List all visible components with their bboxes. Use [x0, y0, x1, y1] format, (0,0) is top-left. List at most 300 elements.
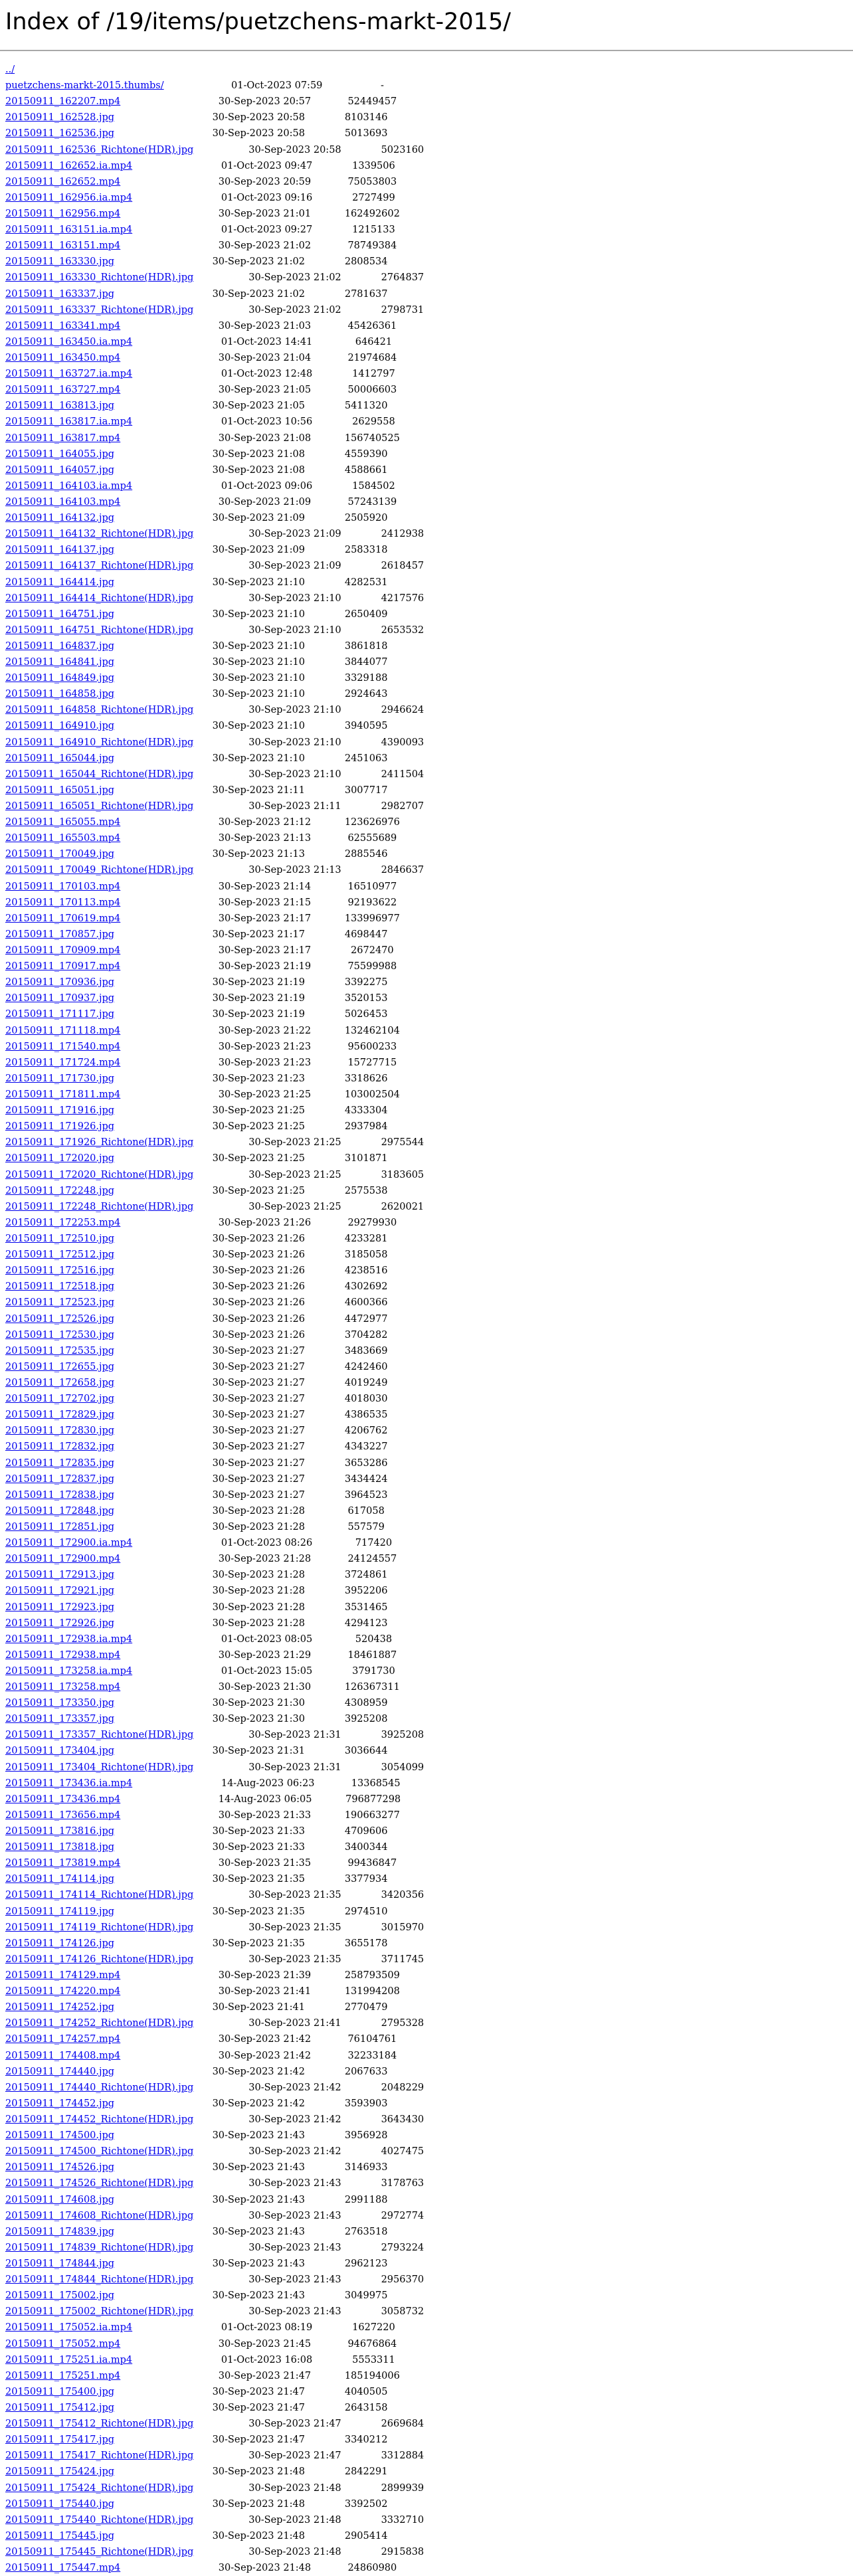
file-link[interactable]: 20150911_175447.mp4	[5, 2563, 121, 2574]
file-row	[5, 1423, 424, 1439]
file-date: 30-Sep-2023 21:27	[212, 1426, 305, 1437]
file-link[interactable]: 20150911_163450.mp4	[5, 352, 121, 363]
file-link[interactable]: 20150911_174839_Richtone(HDR).jpg	[5, 2242, 194, 2253]
file-row	[5, 1327, 424, 1343]
file-link[interactable]: 20150911_174114_Richtone(HDR).jpg	[5, 1890, 194, 1901]
file-date: 30-Sep-2023 21:48	[212, 2466, 305, 2478]
file-size: 5023160	[381, 144, 425, 155]
file-link[interactable]: 20150911_172938.mp4	[5, 1649, 121, 1661]
file-date: 30-Sep-2023 21:10	[212, 657, 305, 668]
file-link[interactable]: 20150911_164849.jpg	[5, 673, 115, 684]
file-link[interactable]: 20150911_164137_Richtone(HDR).jpg	[5, 561, 194, 572]
file-date: 30-Sep-2023 21:33	[218, 1809, 312, 1821]
file-link[interactable]: 20150911_172837.jpg	[5, 1473, 115, 1485]
file-row	[5, 591, 424, 606]
file-link[interactable]: 20150911_170049_Richtone(HDR).jpg	[5, 865, 194, 876]
file-row	[5, 1871, 424, 1887]
file-row	[5, 879, 424, 895]
file-row	[5, 1231, 424, 1247]
file-link[interactable]: 20150911_175251.mp4	[5, 2370, 121, 2381]
file-row	[5, 2272, 424, 2288]
file-link[interactable]: 20150911_172248.jpg	[5, 1185, 115, 1196]
file-link[interactable]: 20150911_163337_Richtone(HDR).jpg	[5, 304, 194, 316]
file-link[interactable]: 20150911_172829.jpg	[5, 1410, 115, 1421]
file-size: 3332710	[381, 2514, 425, 2526]
file-row	[5, 286, 424, 302]
file-link[interactable]: 20150911_172926.jpg	[5, 1617, 115, 1629]
file-link[interactable]: 20150911_162207.mp4	[5, 96, 121, 108]
file-link[interactable]: 20150911_163341.mp4	[5, 320, 121, 331]
file-link[interactable]: 20150911_173258.ia.mp4	[5, 1665, 133, 1677]
file-date: 30-Sep-2023 21:09	[212, 545, 305, 556]
file-row	[5, 414, 424, 430]
file-date: 30-Sep-2023 20:58	[212, 112, 305, 124]
file-date: 30-Sep-2023 20:58	[248, 144, 341, 155]
file-link[interactable]: 20150911_164103.mp4	[5, 496, 121, 507]
file-date: 30-Sep-2023 21:12	[218, 817, 312, 828]
file-date: 14-Aug-2023 06:23	[221, 1778, 315, 1789]
file-date: 30-Sep-2023 21:10	[248, 769, 341, 780]
file-link[interactable]: 20150911_170619.mp4	[5, 913, 121, 924]
file-size: 78749384	[347, 240, 397, 252]
file-link[interactable]: 20150911_173404.jpg	[5, 1746, 115, 1757]
file-row	[5, 702, 424, 718]
file-link[interactable]: 20150911_171117.jpg	[5, 1009, 115, 1020]
file-link[interactable]: 20150911_164057.jpg	[5, 464, 115, 476]
file-link[interactable]: 20150911_163337.jpg	[5, 288, 115, 300]
file-size: 3531465	[344, 1602, 388, 1613]
file-date: 30-Sep-2023 21:31	[212, 1746, 305, 1757]
file-size: 717420	[355, 1538, 393, 1549]
file-size: 3593903	[344, 2098, 388, 2109]
file-link[interactable]: 20150911_164858_Richtone(HDR).jpg	[5, 705, 194, 716]
file-size: 3420356	[381, 1890, 425, 1901]
file-size: 3861818	[344, 640, 388, 652]
file-date: 30-Sep-2023 21:28	[212, 1570, 305, 1581]
file-size: 3653286	[344, 1457, 388, 1469]
file-link[interactable]: 20150911_163727.mp4	[5, 385, 121, 396]
file-link[interactable]: 20150911_165055.mp4	[5, 817, 121, 828]
file-link[interactable]: 20150911_175002_Richtone(HDR).jpg	[5, 2306, 194, 2318]
file-link[interactable]: 20150911_173350.jpg	[5, 1698, 115, 1709]
file-date: 30-Sep-2023 21:03	[218, 320, 312, 331]
file-row	[5, 2048, 424, 2064]
file-row	[5, 2464, 424, 2480]
file-date: 30-Sep-2023 21:26	[212, 1249, 305, 1261]
file-size: 2643158	[344, 2402, 388, 2413]
file-link[interactable]: 20150911_165051_Richtone(HDR).jpg	[5, 801, 194, 812]
file-date: 30-Sep-2023 21:43	[248, 2242, 341, 2253]
file-row	[5, 1647, 424, 1663]
file-row	[5, 1615, 424, 1631]
file-size: 3146933	[344, 2162, 388, 2173]
file-link[interactable]: 20150911_162652.ia.mp4	[5, 160, 133, 171]
file-row	[5, 2400, 424, 2416]
file-link[interactable]: 20150911_164751_Richtone(HDR).jpg	[5, 624, 194, 636]
file-link[interactable]: 20150911_175052.ia.mp4	[5, 2322, 133, 2334]
file-link[interactable]: 20150911_174126.jpg	[5, 1938, 115, 1949]
file-link[interactable]: 20150911_175440_Richtone(HDR).jpg	[5, 2514, 194, 2526]
file-link[interactable]: 20150911_172923.jpg	[5, 1602, 115, 1613]
file-row	[5, 1999, 424, 2015]
file-link[interactable]: 20150911_172900.mp4	[5, 1554, 121, 1565]
file-link[interactable]: 20150911_172938.ia.mp4	[5, 1633, 133, 1645]
file-size: 99436847	[347, 1858, 397, 1869]
file-date: 30-Sep-2023 21:14	[218, 881, 312, 892]
file-link[interactable]: 20150911_173404_Richtone(HDR).jpg	[5, 1762, 194, 1773]
file-date: 30-Sep-2023 21:48	[248, 2482, 341, 2494]
file-link[interactable]: 20150911_172253.mp4	[5, 1217, 121, 1228]
file-link[interactable]: 20150911_172900.ia.mp4	[5, 1538, 133, 1549]
file-date: 30-Sep-2023 21:41	[248, 2018, 341, 2029]
file-link[interactable]: 20150911_171724.mp4	[5, 1057, 121, 1068]
file-link[interactable]: 20150911_163151.mp4	[5, 240, 121, 252]
file-date: 01-Oct-2023 14:41	[221, 336, 313, 347]
file-link[interactable]: 20150911_172518.jpg	[5, 1281, 115, 1293]
file-row	[5, 270, 424, 286]
file-row	[5, 895, 424, 911]
file-size: 1339506	[352, 160, 395, 171]
file-link[interactable]: 20150911_175412.jpg	[5, 2402, 115, 2413]
file-link[interactable]: puetzchens-markt-2015.thumbs/	[5, 80, 164, 92]
file-date: 30-Sep-2023 21:26	[212, 1281, 305, 1293]
file-size: 3178763	[381, 2178, 425, 2189]
file-link[interactable]: 20150911_174608_Richtone(HDR).jpg	[5, 2210, 194, 2221]
file-size: 29279930	[347, 1217, 397, 1228]
file-link[interactable]: 20150911_172658.jpg	[5, 1377, 115, 1388]
file-row	[5, 1551, 424, 1567]
file-link[interactable]: 20150911_171730.jpg	[5, 1073, 115, 1084]
file-date: 14-Aug-2023 06:05	[218, 1794, 312, 1805]
file-row	[5, 510, 424, 526]
file-date: 30-Sep-2023 21:43	[248, 2274, 341, 2286]
file-date: 30-Sep-2023 21:47	[212, 2402, 305, 2413]
file-date: 30-Sep-2023 21:19	[212, 977, 305, 988]
file-link[interactable]: 20150911_175251.ia.mp4	[5, 2354, 133, 2365]
file-row	[5, 1006, 424, 1022]
file-link[interactable]: 20150911_175417.jpg	[5, 2435, 115, 2446]
file-date: 01-Oct-2023 16:08	[221, 2354, 313, 2365]
file-date: 30-Sep-2023 21:27	[212, 1410, 305, 1421]
file-row	[5, 254, 424, 270]
file-link[interactable]: 20150911_175440.jpg	[5, 2498, 115, 2510]
file-size: 16510977	[347, 881, 397, 892]
file-link[interactable]: 20150911_162536_Richtone(HDR).jpg	[5, 144, 194, 155]
file-date: 30-Sep-2023 21:05	[212, 401, 305, 412]
file-date: 30-Sep-2023 21:27	[212, 1377, 305, 1388]
file-link[interactable]: 20150911_172921.jpg	[5, 1586, 115, 1597]
file-row	[5, 638, 424, 654]
file-date: 30-Sep-2023 21:43	[248, 2178, 341, 2189]
file-row	[5, 1743, 424, 1759]
file-row	[5, 670, 424, 686]
file-size: 520438	[355, 1633, 393, 1645]
file-link[interactable]: 20150911_175400.jpg	[5, 2386, 115, 2397]
file-link[interactable]: 20150911_175445.jpg	[5, 2530, 115, 2541]
file-size: 2067633	[344, 2066, 388, 2077]
file-date: 30-Sep-2023 21:35	[248, 1922, 341, 1933]
file-link[interactable]: 20150911_173656.mp4	[5, 1809, 121, 1821]
file-size: 4294123	[344, 1617, 388, 1629]
file-link[interactable]: 20150911_174844.jpg	[5, 2258, 115, 2269]
file-link[interactable]: 20150911_165051.jpg	[5, 784, 115, 796]
file-link[interactable]: 20150911_174526_Richtone(HDR).jpg	[5, 2178, 194, 2189]
file-link[interactable]: 20150911_175445_Richtone(HDR).jpg	[5, 2546, 194, 2557]
file-link[interactable]: 20150911_170936.jpg	[5, 977, 115, 988]
file-link[interactable]: 20150911_170113.mp4	[5, 897, 121, 908]
file-link[interactable]: 20150911_172838.jpg	[5, 1489, 115, 1501]
file-date: 01-Oct-2023 12:48	[221, 369, 313, 380]
file-date: 30-Sep-2023 21:48	[212, 2530, 305, 2541]
file-link[interactable]: 20150911_162956.mp4	[5, 208, 121, 219]
file-link[interactable]: 20150911_171926_Richtone(HDR).jpg	[5, 1137, 194, 1149]
file-link[interactable]: 20150911_165044_Richtone(HDR).jpg	[5, 769, 194, 780]
file-row	[5, 238, 424, 254]
file-link[interactable]: 20150911_175417_Richtone(HDR).jpg	[5, 2450, 194, 2462]
file-link[interactable]: 20150911_175052.mp4	[5, 2338, 121, 2349]
file-link[interactable]: 20150911_174119.jpg	[5, 1906, 115, 1917]
file-link[interactable]: 20150911_175424_Richtone(HDR).jpg	[5, 2482, 194, 2494]
file-link[interactable]: 20150911_172535.jpg	[5, 1345, 115, 1356]
file-row	[5, 1295, 424, 1311]
file-link[interactable]: 20150911_162536.jpg	[5, 128, 115, 139]
file-link[interactable]: 20150911_172523.jpg	[5, 1297, 115, 1309]
file-date: 30-Sep-2023 21:02	[212, 256, 305, 268]
file-link[interactable]: 20150911_164137.jpg	[5, 545, 115, 556]
file-link[interactable]: 20150911_174119_Richtone(HDR).jpg	[5, 1922, 194, 1933]
file-size: 4386535	[344, 1410, 388, 1421]
file-row	[5, 575, 424, 591]
file-link[interactable]: 20150911_170049.jpg	[5, 849, 115, 860]
file-size: 3925208	[344, 1714, 388, 1725]
file-size: 4343227	[344, 1441, 388, 1453]
file-size: 131994208	[344, 1986, 400, 1997]
file-link[interactable]: 20150911_171118.mp4	[5, 1025, 121, 1036]
file-row	[5, 190, 424, 206]
file-link[interactable]: 20150911_164103.ia.mp4	[5, 480, 133, 492]
file-size: 32233184	[347, 2050, 397, 2061]
file-size: 123626976	[344, 817, 400, 828]
file-link[interactable]: 20150911_164132_Richtone(HDR).jpg	[5, 529, 194, 540]
file-link[interactable]: 20150911_164841.jpg	[5, 657, 115, 668]
file-row	[5, 846, 424, 862]
file-link[interactable]: 20150911_170103.mp4	[5, 881, 121, 892]
file-size: 3791730	[352, 1665, 395, 1677]
file-link[interactable]: 20150911_174500.jpg	[5, 2130, 115, 2142]
file-link[interactable]: 20150911_174440.jpg	[5, 2066, 115, 2077]
file-size: 4282531	[344, 577, 388, 588]
file-size: 13368545	[351, 1778, 401, 1789]
file-size: 3340212	[344, 2435, 388, 2446]
file-link[interactable]: 20150911_175412_Richtone(HDR).jpg	[5, 2419, 194, 2430]
file-link[interactable]: 20150911_164910.jpg	[5, 721, 115, 732]
file-size: 3101871	[344, 1153, 388, 1164]
file-link[interactable]: 20150911_172020.jpg	[5, 1153, 115, 1164]
file-link[interactable]: 20150911_165044.jpg	[5, 753, 115, 764]
file-link[interactable]: 20150911_175002.jpg	[5, 2290, 115, 2302]
file-link[interactable]: 20150911_174452_Richtone(HDR).jpg	[5, 2114, 194, 2125]
file-link[interactable]: 20150911_174608.jpg	[5, 2194, 115, 2205]
file-link[interactable]: 20150911_172832.jpg	[5, 1441, 115, 1453]
file-link[interactable]: 20150911_170909.mp4	[5, 945, 121, 957]
file-link[interactable]: 20150911_171540.mp4	[5, 1041, 121, 1052]
file-size: 4472977	[344, 1313, 388, 1325]
file-link[interactable]: 20150911_174500_Richtone(HDR).jpg	[5, 2146, 194, 2158]
file-row	[5, 862, 424, 878]
file-date: 30-Sep-2023 21:10	[248, 624, 341, 636]
file-date: 30-Sep-2023 21:31	[248, 1762, 341, 1773]
file-row	[5, 94, 424, 110]
file-size: 2770479	[344, 2002, 388, 2013]
file-link[interactable]: 20150911_163330.jpg	[5, 256, 115, 268]
file-link[interactable]: 20150911_174126_Richtone(HDR).jpg	[5, 1954, 194, 1965]
file-link[interactable]: 20150911_170937.jpg	[5, 993, 115, 1004]
file-link[interactable]: 20150911_173818.jpg	[5, 1842, 115, 1853]
file-link[interactable]: 20150911_172655.jpg	[5, 1361, 115, 1372]
file-size: 2653532	[381, 624, 425, 636]
file-row	[5, 1920, 424, 1936]
file-link[interactable]: 20150911_164751.jpg	[5, 608, 115, 620]
file-link[interactable]: 20150911_163151.ia.mp4	[5, 225, 133, 236]
file-link[interactable]: 20150911_174408.mp4	[5, 2050, 121, 2061]
file-link[interactable]: 20150911_172913.jpg	[5, 1570, 115, 1581]
file-link[interactable]: 20150911_172526.jpg	[5, 1313, 115, 1325]
file-row	[5, 62, 424, 78]
file-link[interactable]: 20150911_173436.ia.mp4	[5, 1778, 133, 1789]
file-link[interactable]: 20150911_172248_Richtone(HDR).jpg	[5, 1201, 194, 1212]
file-date: 30-Sep-2023 21:11	[248, 801, 341, 812]
file-link[interactable]: 20150911_163817.mp4	[5, 432, 121, 444]
file-link[interactable]: 20150911_173436.mp4	[5, 1794, 121, 1805]
file-link[interactable]: 20150911_164055.jpg	[5, 448, 115, 460]
file-row	[5, 718, 424, 734]
file-date: 01-Oct-2023 08:26	[221, 1538, 313, 1549]
file-row	[5, 1359, 424, 1375]
file-row	[5, 142, 424, 158]
file-link[interactable]: 20150911_172702.jpg	[5, 1394, 115, 1405]
file-date: 30-Sep-2023 21:35	[212, 1874, 305, 1885]
file-link[interactable]: 20150911_164132.jpg	[5, 513, 115, 524]
file-row	[5, 1855, 424, 1871]
file-size: 18461887	[347, 1649, 397, 1661]
file-size: 2620021	[381, 1201, 425, 1212]
file-row	[5, 1760, 424, 1776]
file-row	[5, 158, 424, 174]
file-row	[5, 1600, 424, 1615]
file-link[interactable]: 20150911_162528.jpg	[5, 112, 115, 124]
file-size: 1215133	[352, 225, 395, 236]
file-link[interactable]: 20150911_174526.jpg	[5, 2162, 115, 2173]
file-link[interactable]: 20150911_164910_Richtone(HDR).jpg	[5, 737, 194, 748]
file-link[interactable]: 20150911_174252.jpg	[5, 2002, 115, 2013]
file-link[interactable]: 20150911_170857.jpg	[5, 929, 115, 940]
file-link[interactable]: 20150911_174252_Richtone(HDR).jpg	[5, 2018, 194, 2029]
file-link[interactable]: 20150911_175424.jpg	[5, 2466, 115, 2478]
file-link[interactable]: 20150911_163727.ia.mp4	[5, 369, 133, 380]
file-row	[5, 974, 424, 990]
file-row	[5, 1071, 424, 1087]
file-link[interactable]: 20150911_162652.mp4	[5, 176, 121, 187]
file-size: 4559390	[344, 448, 388, 460]
file-row	[5, 1776, 424, 1792]
file-link[interactable]: 20150911_172848.jpg	[5, 1505, 115, 1517]
file-link[interactable]: 20150911_170917.mp4	[5, 961, 121, 972]
file-row	[5, 1936, 424, 1952]
file-link[interactable]: 20150911_172830.jpg	[5, 1426, 115, 1437]
file-row	[5, 1279, 424, 1295]
file-link[interactable]: 20150911_163817.ia.mp4	[5, 416, 133, 428]
file-link[interactable]: 20150911_172510.jpg	[5, 1233, 115, 1244]
file-row	[5, 1792, 424, 1807]
file-size: 2798731	[381, 304, 425, 316]
file-date: 30-Sep-2023 21:26	[218, 1217, 312, 1228]
file-row	[5, 1455, 424, 1471]
file-link[interactable]: 20150911_172020_Richtone(HDR).jpg	[5, 1169, 194, 1180]
file-link[interactable]: 20150911_171811.mp4	[5, 1089, 121, 1100]
file-link[interactable]: 20150911_164858.jpg	[5, 689, 115, 700]
file-date: 01-Oct-2023 08:05	[221, 1633, 313, 1645]
file-link[interactable]: 20150911_174220.mp4	[5, 1986, 121, 1997]
file-link[interactable]: ../	[5, 64, 15, 75]
file-link[interactable]: 20150911_174452.jpg	[5, 2098, 115, 2109]
file-row	[5, 2128, 424, 2144]
file-link[interactable]: 20150911_162956.ia.mp4	[5, 192, 133, 203]
file-link[interactable]: 20150911_172516.jpg	[5, 1265, 115, 1277]
file-size: 3007717	[344, 784, 388, 796]
file-link[interactable]: 20150911_163330_Richtone(HDR).jpg	[5, 272, 194, 284]
file-link[interactable]: 20150911_164414.jpg	[5, 577, 115, 588]
file-link[interactable]: 20150911_163813.jpg	[5, 401, 115, 412]
file-row	[5, 1839, 424, 1855]
file-row	[5, 814, 424, 830]
file-link[interactable]: 20150911_174844_Richtone(HDR).jpg	[5, 2274, 194, 2286]
file-size: 3956928	[344, 2130, 388, 2142]
file-link[interactable]: 20150911_173819.mp4	[5, 1858, 121, 1869]
file-row	[5, 334, 424, 350]
file-date: 30-Sep-2023 21:29	[218, 1649, 312, 1661]
file-link[interactable]: 20150911_174440_Richtone(HDR).jpg	[5, 2082, 194, 2093]
file-size: 126367311	[344, 1682, 400, 1693]
file-link[interactable]: 20150911_172530.jpg	[5, 1329, 115, 1340]
file-link[interactable]: 20150911_171916.jpg	[5, 1105, 115, 1117]
file-date: 30-Sep-2023 21:43	[212, 2290, 305, 2302]
file-size: 3434424	[344, 1473, 388, 1485]
file-link[interactable]: 20150911_164414_Richtone(HDR).jpg	[5, 593, 194, 604]
file-size: 4390093	[381, 737, 425, 748]
file-size: 2795328	[381, 2018, 425, 2029]
file-link[interactable]: 20150911_173357_Richtone(HDR).jpg	[5, 1730, 194, 1741]
file-row	[5, 1311, 424, 1327]
file-link[interactable]: 20150911_173258.mp4	[5, 1682, 121, 1693]
file-date: 01-Oct-2023 09:47	[221, 160, 313, 171]
file-link[interactable]: 20150911_163450.ia.mp4	[5, 336, 133, 347]
file-link[interactable]: 20150911_171926.jpg	[5, 1121, 115, 1133]
file-size: 2974510	[344, 1906, 388, 1917]
file-link[interactable]: 20150911_165503.mp4	[5, 833, 121, 844]
file-link[interactable]: 20150911_173816.jpg	[5, 1826, 115, 1837]
file-row	[5, 1663, 424, 1679]
file-size: 4308959	[344, 1698, 388, 1709]
file-link[interactable]: 20150911_173357.jpg	[5, 1714, 115, 1725]
file-link[interactable]: 20150911_172835.jpg	[5, 1457, 115, 1469]
file-link[interactable]: 20150911_172851.jpg	[5, 1521, 115, 1532]
file-link[interactable]: 20150911_174257.mp4	[5, 2034, 121, 2045]
file-link[interactable]: 20150911_164837.jpg	[5, 640, 115, 652]
file-link[interactable]: 20150911_172512.jpg	[5, 1249, 115, 1261]
file-link[interactable]: 20150911_174129.mp4	[5, 1970, 121, 1981]
file-link[interactable]: 20150911_174839.jpg	[5, 2226, 115, 2237]
file-link[interactable]: 20150911_174114.jpg	[5, 1874, 115, 1885]
